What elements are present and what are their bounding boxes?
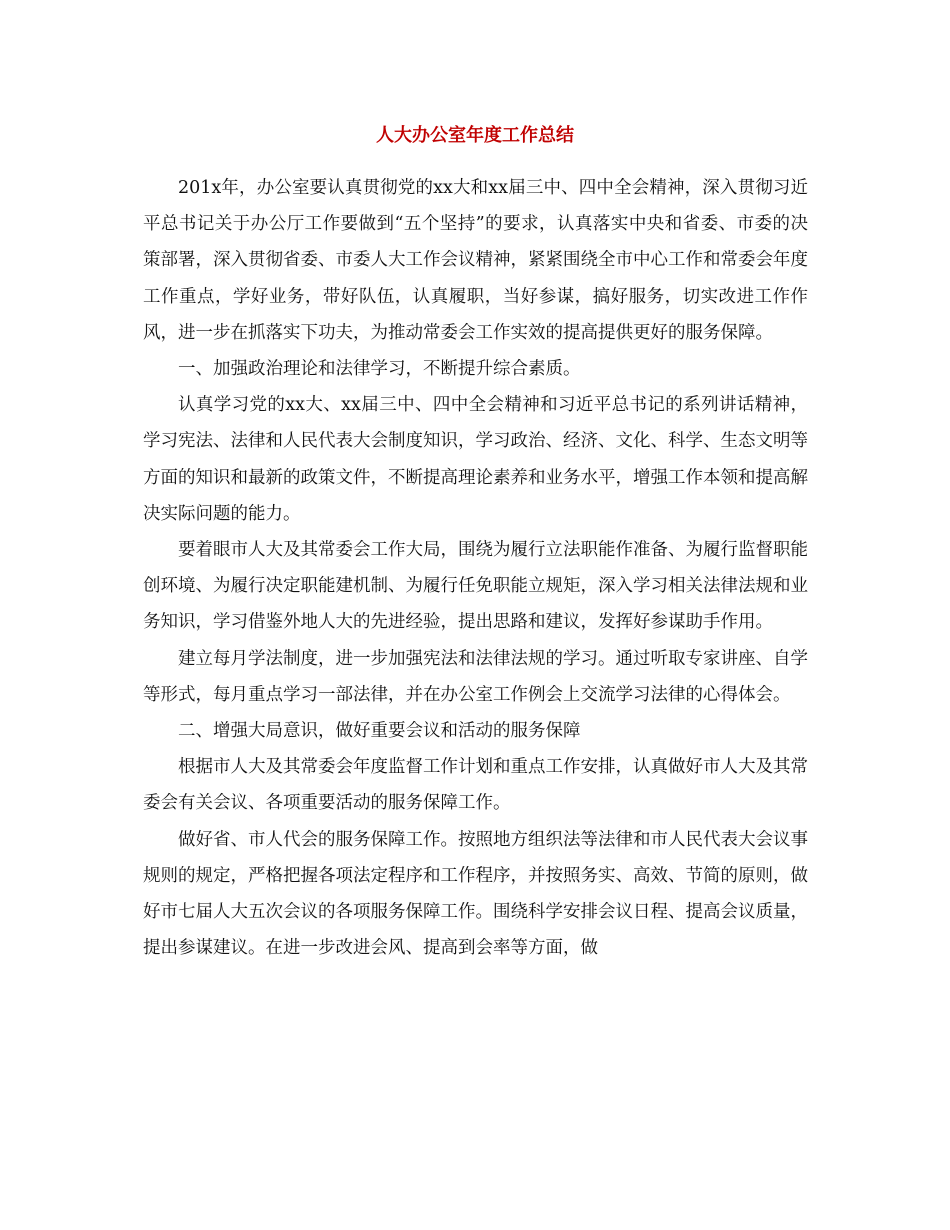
section-heading: 一、加强政治理论和法律学习，不断提升综合素质。 <box>178 359 581 380</box>
paragraph: 201x年，办公室要认真贯彻党的xx大和xx届三中、四中全会精神，深入贯彻习近平总书记关于办公厅工作要做到“五个坚持”的要求，认真落实中央和省委、市委的决策部署，深入贯彻省委、市委人大工作会议精神，紧紧围绕全市中心工作和常委会年度工作重点，学好业务，带好队伍，认真履职，当好参谋，搞好服务，切实改进工作作风，进一步在抓落实下功夫，为推动常委会工作实效的提高提供更好的服务保障。 <box>143 178 808 343</box>
document-title: 人大办公室年度工作总结 <box>376 125 574 146</box>
document-body <box>143 170 808 966</box>
paragraph: 要着眼市人大及其常委会工作大局，围绕为履行立法职能作准备、为履行监督职能创环境、为履行决定职能建机制、为履行任免职能立规矩，深入学习相关法律法规和业务知识，学习借鉴外地人大的先进经验，提出思路和建议，发挥好参谋助手作用。 <box>143 540 808 633</box>
paragraph: 认真学习党的xx大、xx届三中、四中全会精神和习近平总书记的系列讲话精神，学习宪法、法律和人民代表大会制度知识，学习政治、经济、文化、科学、生态文明等方面的知识和最新的政策文件，不断提高理论素养和业务水平，增强工作本领和提高解决实际问题的能力。 <box>143 395 808 524</box>
paragraph: 根据市人大及其常委会年度监督工作计划和重点工作安排，认真做好市人大及其常委会有关会议、各项重要活动的服务保障工作。 <box>143 757 808 814</box>
paragraph: 做好省、市人代会的服务保障工作。按照地方组织法等法律和市人民代表大会议事规则的规定，严格把握各项法定程序和工作程序，并按照务实、高效、节简的原则，做好市七届人大五次会议的各项服务保障工作。围绕科学安排会议日程、提高会议质量，提出参谋建议。在进一步改进会风、提高到会率等方面，做 <box>143 829 808 959</box>
paragraph: 建立每月学法制度，进一步加强宪法和法律法规的学习。通过听取专家讲座、自学等形式，每月重点学习一部法律，并在办公室工作例会上交流学习法律的心得体会。 <box>143 648 808 705</box>
section-heading: 二、增强大局意识，做好重要会议和活动的服务保障 <box>178 721 581 742</box>
